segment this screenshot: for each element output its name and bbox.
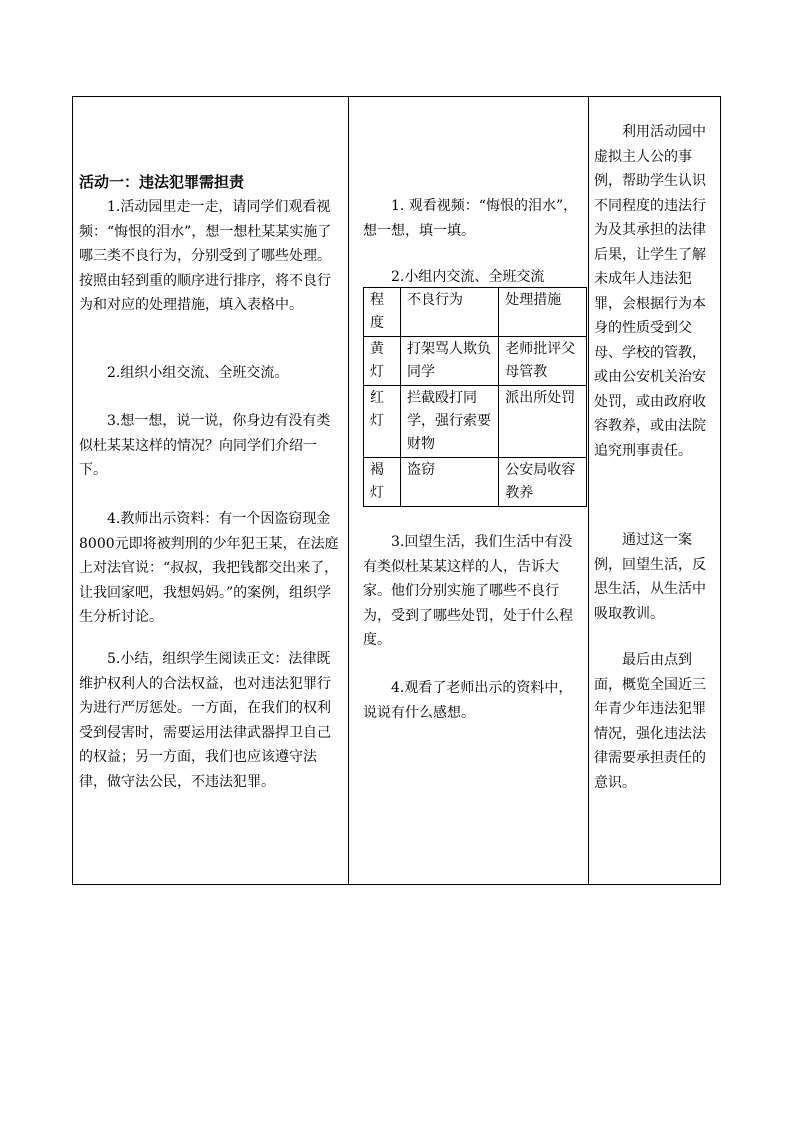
lesson-plan-table <box>72 96 721 885</box>
teacher-activity-column <box>73 97 349 884</box>
table-header-cell: 程度 <box>364 288 401 337</box>
teacher-step-1: 1.活动园里走一走，请同学们观看视频：“悔恨的泪水”，想一想杜某某实施了哪三类不良行为，分别受到了哪些处理。按照由轻到重的顺序进行排序，将不良行为和对应的处理措施，填入表格中。 <box>79 199 332 313</box>
table-cell: 打架骂人欺负同学 <box>400 337 498 386</box>
design-intent-column <box>589 97 720 884</box>
intent-note-1: 利用活动园中虚拟主人公的事例，帮助学生认识不同程度的违法行为及其承担的法律后果，让学生了解未成年人违法犯罪，会根据行为本身的性质受到父母、学校的管教，或由公安机关治安处罚，或由政府收容教养，或由法院追究刑事责任。 <box>594 124 706 459</box>
table-row <box>364 458 587 507</box>
table-cell: 公安局收容教养 <box>499 458 587 507</box>
teacher-step-2: 2.组织小组交流、全班交流。 <box>107 365 289 381</box>
student-step-2: 2.小组内交流、全班交流 <box>391 269 545 285</box>
table-cell: 盗窃 <box>400 458 498 507</box>
teacher-step-4: 4.教师出示资料：有一个因盗窃现金8000元即将被判刑的少年犯王某，在法庭上对法官说：“叔叔，我把钱都交出来了，让我回家吧，我想妈妈。”的案例，组织学生分析讨论。 <box>79 511 339 625</box>
table-header-row <box>364 288 587 337</box>
behavior-table <box>363 287 587 507</box>
table-cell: 老师批评父母管教 <box>499 337 587 386</box>
student-activity-column <box>349 97 589 884</box>
table-cell: 拦截殴打同学，强行索要财物 <box>400 386 498 458</box>
table-cell: 红灯 <box>364 386 401 458</box>
student-step-3: 3.回望生活，我们生活中有没有类似杜某某这样的人，告诉大家。他们分别实施了哪些不良行为，受到了哪些处罚，处于什么程度。 <box>363 534 573 648</box>
table-row <box>364 386 587 458</box>
table-cell: 褐灯 <box>364 458 401 507</box>
table-row <box>364 337 587 386</box>
student-step-4: 4.观看了老师出示的资料中，说说有什么感想。 <box>363 680 573 721</box>
table-cell: 黄灯 <box>364 337 401 386</box>
student-step-1: 1. 观看视频：“悔恨的泪水”，想一想，填一填。 <box>363 198 578 239</box>
activity-title: 活动一：违法犯罪需担责 <box>79 173 245 191</box>
intent-note-3: 最后由点到面，概览全国近三年青少年违法犯罪情况，强化违法法律需要承担责任的意识。 <box>594 652 706 791</box>
table-header-cell: 处理措施 <box>499 288 587 337</box>
table-cell: 派出所处罚 <box>499 386 587 458</box>
intent-note-2: 通过这一案例，回望生活，反思生活，从生活中吸取教训。 <box>594 532 706 622</box>
teacher-step-3: 3.想一想，说一说，你身边有没有类似杜某某这样的情况？向同学们介绍一下。 <box>79 413 331 478</box>
teacher-step-5: 5.小结，组织学生阅读正文：法律既维护权利人的合法权益，也对违法犯罪行为进行严厉惩处。一方面，在我们的权利受到侵害时，需要运用法律武器捍卫自己的权益；另一方面，我们也应该遵守法律，做守法公民，不违法犯罪。 <box>79 651 331 790</box>
table-header-cell: 不良行为 <box>400 288 498 337</box>
